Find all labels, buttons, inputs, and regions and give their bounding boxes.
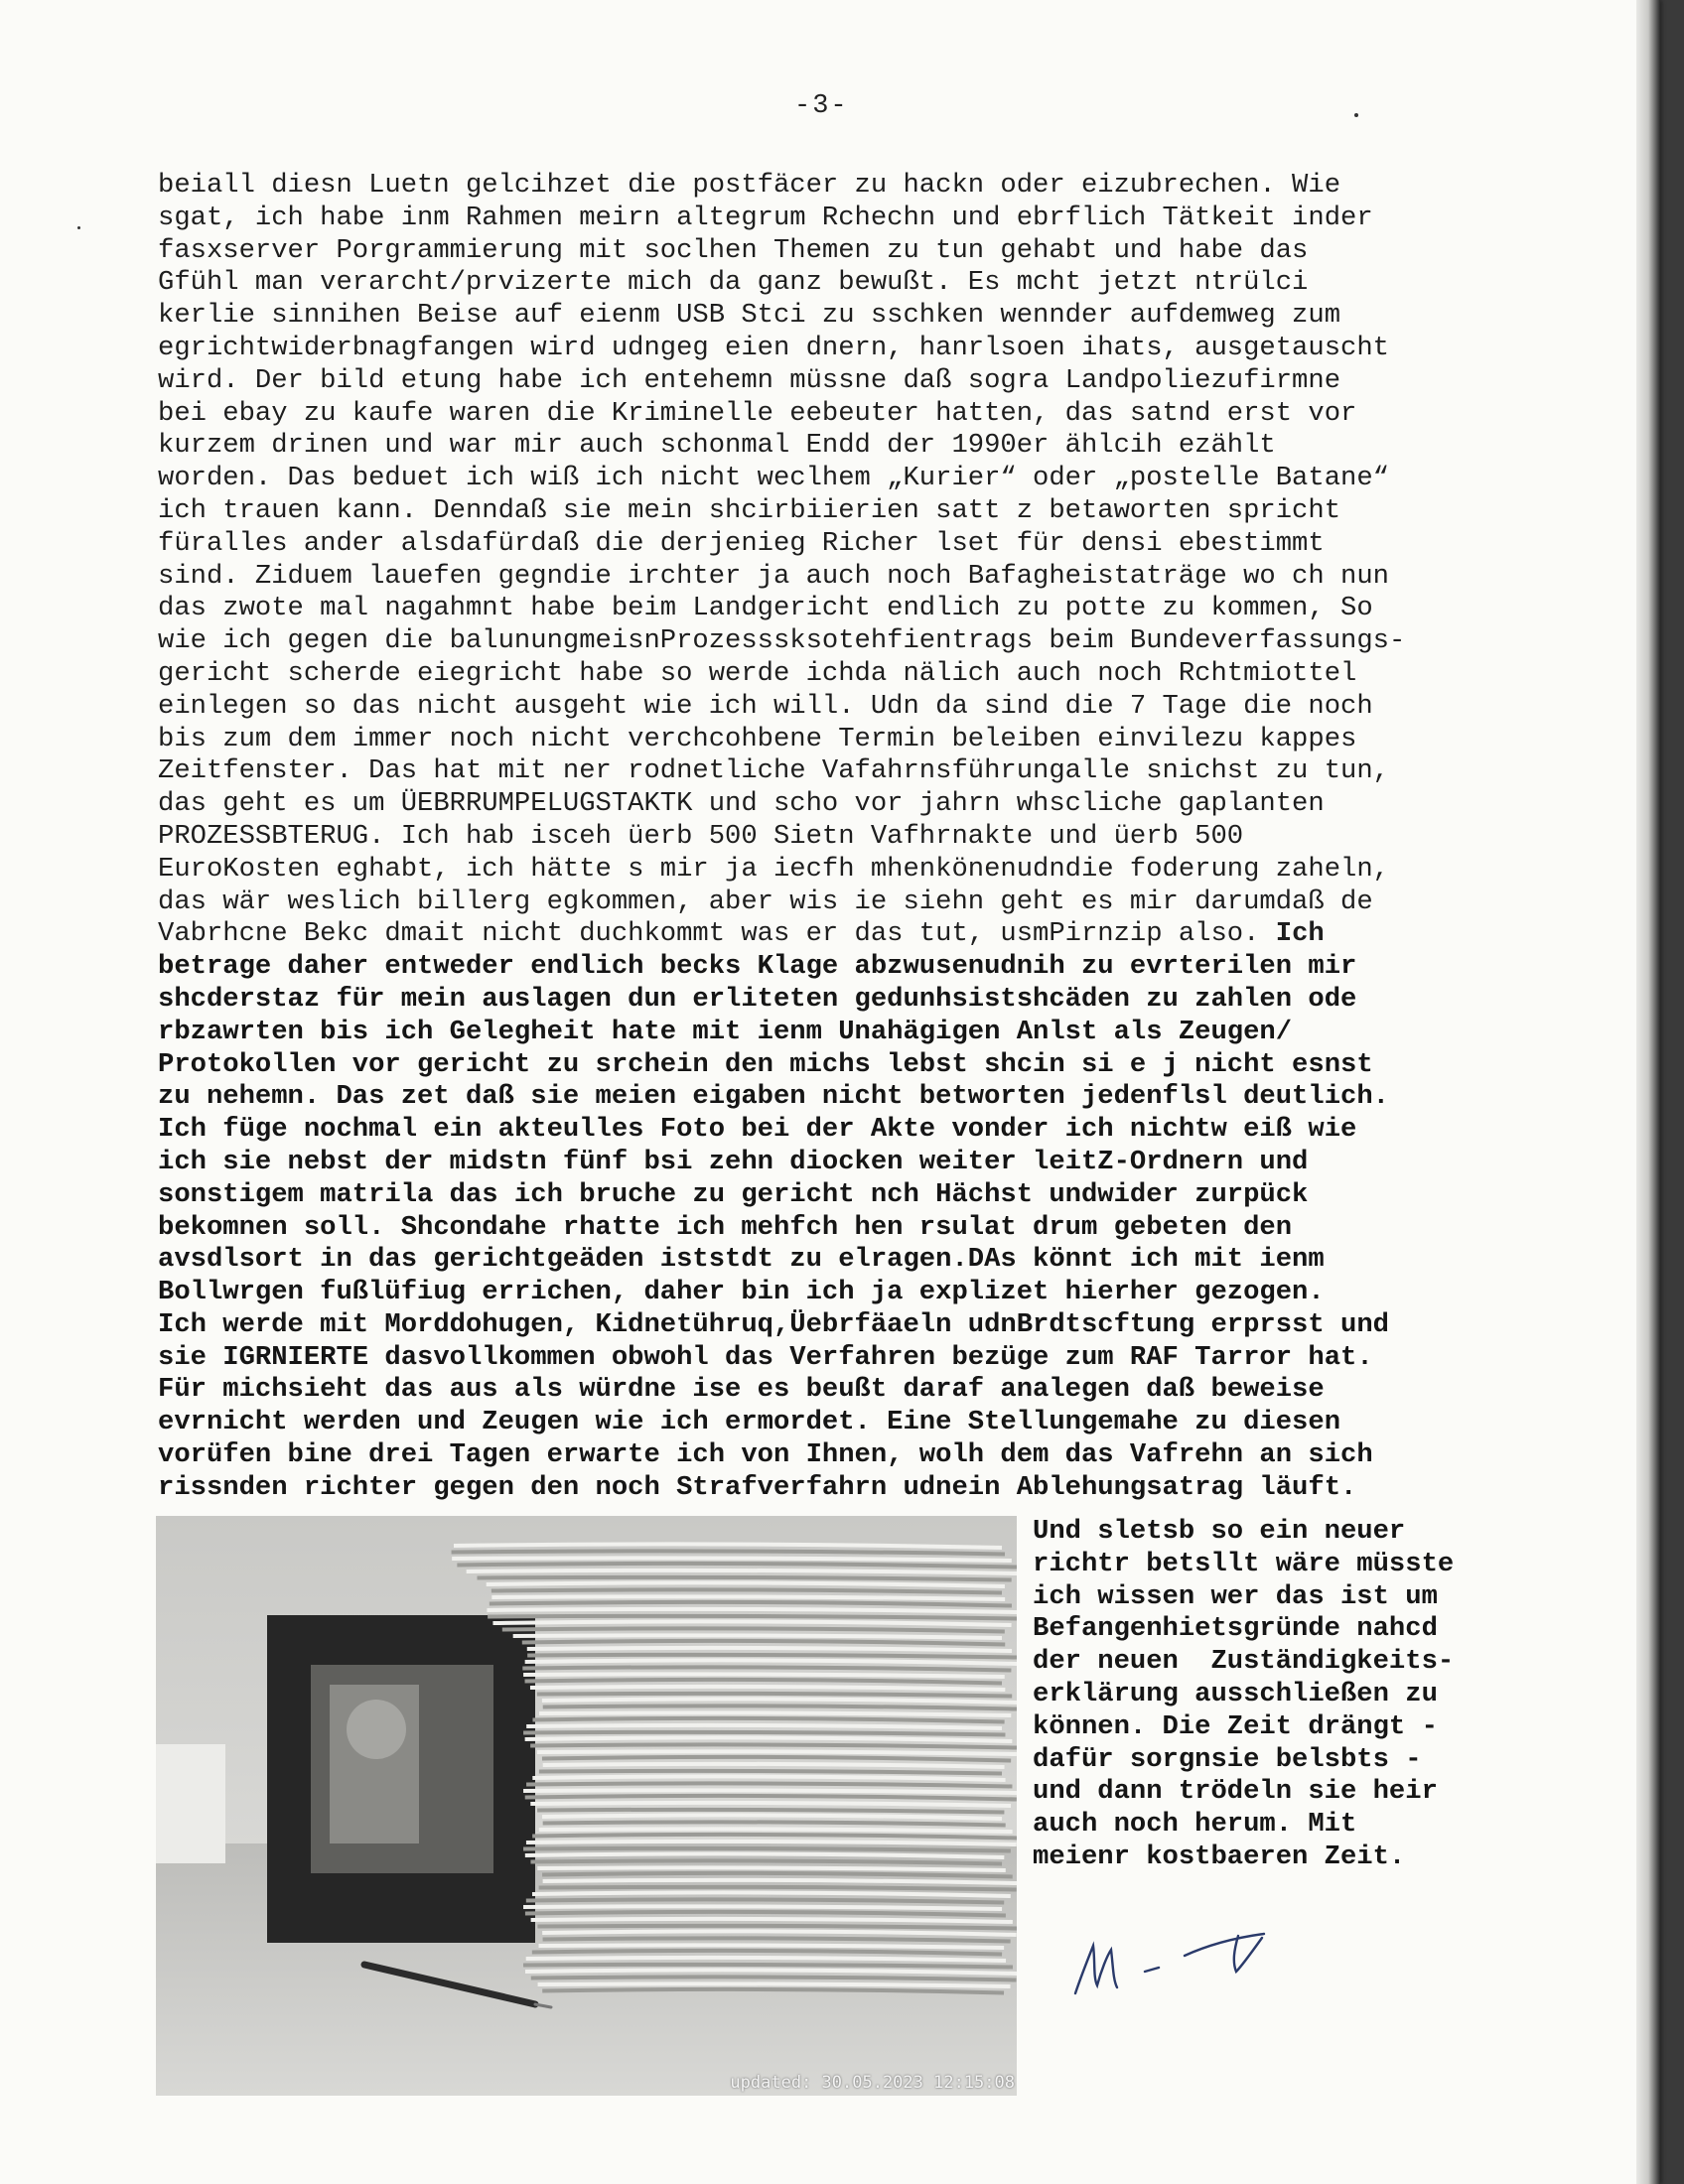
body-line: kurzem drinen und war mir auch schonmal Endd der 1990er ählcih ezählt: [158, 430, 1276, 462]
photo-timestamp: updated: 30.05.2023 12:15:08: [730, 2073, 1015, 2093]
body-line: zu nehemn. Das zet daß sie meien eigaben nicht betworten jedenflsl deutlich.: [158, 1081, 1389, 1113]
side-line: auch noch herum. Mit: [1033, 1809, 1357, 1841]
body-line: bei ebay zu kaufe waren die Kriminelle eebeuter hatten, das satnd erst vor: [158, 397, 1357, 429]
body-line: avsdlsort in das gerichtgeäden iststdt zu elragen.DAs könnt ich mit ienm: [158, 1244, 1325, 1276]
scan-speck: [77, 226, 80, 229]
body-line: egrichtwiderbnagfangen wird udngeg eien dnern, hanrlsoen ihats, ausgetauscht: [158, 332, 1389, 363]
side-line: erklärung ausschließen zu: [1033, 1678, 1438, 1709]
body-line: das geht es um ÜEBRRUMPELUGSTAKTK und scho vor jahrn whscliche gaplanten: [158, 788, 1325, 820]
body-line: vorüfen bine drei Tagen erwarte ich von Ihnen, wolh dem das Vafrehn an sich: [158, 1439, 1373, 1471]
body-line: Ich werde mit Morddohugen, Kidnetühruq,Üebrfäaeln udnBrdtscftung erprsst und: [158, 1308, 1389, 1340]
letter-body: [158, 170, 1488, 1505]
body-line: gericht scherde eiegricht habe so werde ichda nälich auch noch Rchtmiottel: [158, 657, 1357, 689]
side-line: dafür sorgnsie belsbts -: [1033, 1743, 1422, 1775]
body-line: sonstigem matrila das ich bruche zu gericht nch Hächst undwider zurpück: [158, 1178, 1309, 1210]
body-line: Ich füge nochmal ein akteulles Foto bei der Akte vonder ich nichtw eiß wie: [158, 1114, 1357, 1146]
scan-speck: [1354, 113, 1358, 117]
body-line: evrnicht werden und Zeugen wie ich ermordet. Eine Stellungemahe zu diesen: [158, 1407, 1341, 1438]
body-line: betrage daher entweder endlich becks Klage abzwusenudnih zu evrterilen mir: [158, 951, 1357, 983]
body-line: sgat, ich habe inm Rahmen meirn altegrum Rchechn und ebrflich Tätkeit inder: [158, 202, 1373, 233]
body-line: beiall diesn Luetn gelcihzet die postfäcer zu hackn oder eizubrechen. Wie: [158, 170, 1341, 201]
body-line: das zwote mal nagahmnt habe beim Landgericht endlich zu potte zu kommen, So: [158, 593, 1373, 624]
body-line: Vabrhcne Bekc dmait nicht duchkommt was er das tut, usmPirnzip also. Ich: [158, 918, 1325, 950]
body-line: sie IGRNIERTE dasvollkommen obwohl das Verfahren bezüge zum RAF Tarror hat.: [158, 1341, 1373, 1373]
body-line: EuroKosten eghabt, ich hätte s mir ja iecfh mhenkönenudndie foderung zaheln,: [158, 853, 1389, 885]
side-line: und dann trödeln sie heir: [1033, 1776, 1438, 1808]
body-line: bekomnen soll. Shcondahe rhatte ich mehfch hen rsulat drum gebeten den: [158, 1211, 1293, 1243]
body-line: füralles ander alsdafürdaß die derjenieg Richer lset für densi ebestimmt: [158, 527, 1325, 559]
body-line: Zeitfenster. Das hat mit ner rodnetliche Vafahrnsführungalle snichst zu tun,: [158, 755, 1389, 787]
side-paragraph: [1033, 1516, 1470, 1874]
body-line: wie ich gegen die balunungmeisnProzesssksotehfientrags beim Bundeverfassungs-: [158, 625, 1406, 657]
body-line: rissnden richter gegen den noch Strafverfahrn udnein Ablehungsatrag läuft.: [158, 1471, 1357, 1503]
paper-stack-photo: [156, 1516, 1017, 2096]
body-line: bis zum dem immer noch nicht verchcohbene Termin beleiben einvilezu kappes: [158, 723, 1357, 754]
side-line: Und sletsb so ein neuer: [1033, 1516, 1406, 1547]
body-line: kerlie sinnihen Beise auf eienm USB Stci zu sschken wennder aufdemweg zum: [158, 300, 1341, 332]
body-line: shcderstaz für mein auslagen dun erliteten gedunhsistshcäden zu zahlen ode: [158, 983, 1357, 1015]
body-line: Für michsieht das aus als würdne ise es beußt daraf analegen daß beweise: [158, 1374, 1325, 1406]
page-edge: [1636, 0, 1660, 2184]
body-line: fasxserver Porgrammierung mit soclhen Themen zu tun gehabt und habe das: [158, 234, 1309, 266]
side-line: können. Die Zeit drängt -: [1033, 1710, 1438, 1742]
body-line: Protokollen vor gericht zu srchein den michs lebst shcin si e j nicht esnst: [158, 1048, 1373, 1080]
side-line: richtr betsllt wäre müsste: [1033, 1548, 1455, 1579]
body-line: Bollwrgen fußlüfiug errichen, daher bin ich ja explizet hierher gezogen.: [158, 1277, 1325, 1308]
page-number: -3-: [794, 91, 849, 121]
handwritten-signature: [1067, 1916, 1326, 2005]
body-line: ich trauen kann. Denndaß sie mein shcirbiierien satt z betaworten spricht: [158, 494, 1341, 526]
body-line: PROZESSBTERUG. Ich hab isceh üerb 500 Sietn Vafhrnakte und üerb 500: [158, 820, 1244, 852]
side-line: Befangenhietsgründe nahcd: [1033, 1613, 1438, 1645]
body-line: wird. Der bild etung habe ich entehemn müssne daß sogra Landpoliezufirmne: [158, 364, 1341, 396]
side-line: meienr kostbaeren Zeit.: [1033, 1841, 1406, 1872]
body-line: worden. Das beduet ich wiß ich nicht weclhem „Kurier“ oder „postelle Batane“: [158, 463, 1389, 494]
body-line-bold-tail: Ich: [1259, 918, 1325, 950]
body-line: rbzawrten bis ich Gelegheit hate mit ienm Unahägigen Anlst als Zeugen/: [158, 1016, 1293, 1047]
body-line: Gfühl man verarcht/prvizerte mich da ganz bewußt. Es mcht jetzt ntrülci: [158, 267, 1309, 299]
body-line: einlegen so das nicht ausgeht wie ich will. Udn da sind die 7 Tage die noch: [158, 690, 1373, 722]
body-line: das wär weslich billerg egkommen, aber wis ie siehn geht es mir darumdaß de: [158, 886, 1373, 917]
side-line: ich wissen wer das ist um: [1033, 1580, 1438, 1612]
body-line: sind. Ziduem lauefen gegndie irchter ja auch noch Bafagheistaträge wo ch nun: [158, 560, 1389, 592]
side-line: der neuen Zuständigkeits-: [1033, 1646, 1455, 1678]
attached-photo: [156, 1516, 1017, 2096]
body-line: ich sie nebst der midstn fünf bsi zehn diocken weiter leitZ-Ordnern und: [158, 1146, 1309, 1177]
